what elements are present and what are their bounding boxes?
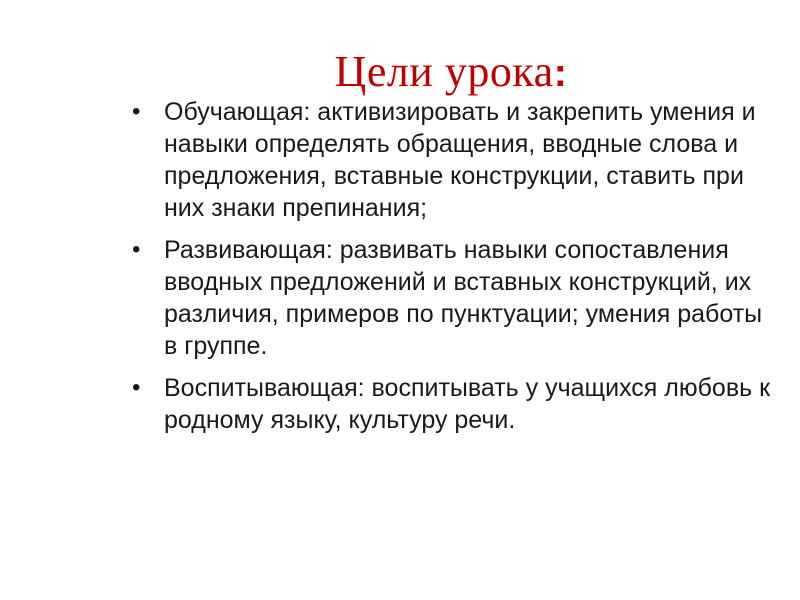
slide-title-text: Цели урока bbox=[334, 47, 554, 96]
bullet-dot-icon: • bbox=[132, 374, 141, 401]
bullet-item-educating bbox=[132, 372, 772, 436]
bullet-item-developing bbox=[132, 234, 772, 362]
bullet-text: Развивающая: развивать навыки сопоставления вводных предложений и вставных конструкций, их различия, примеров по пунктуации; умения работы в группе. bbox=[164, 236, 763, 360]
bullet-dot-icon: • bbox=[132, 236, 141, 263]
bullet-text: Воспитывающая: воспитывать у учащихся любовь к родному языку, культуру речи. bbox=[164, 374, 771, 434]
slide-title-colon: : bbox=[553, 51, 568, 95]
slide-title bbox=[0, 44, 800, 101]
bullet-text: Обучающая: активизировать и закрепить умения и навыки определять обращения, вводные слова и предложения, вставные конструкции, ставить при них знаки препинания; bbox=[164, 98, 756, 222]
bullet-item-teaching bbox=[132, 96, 772, 224]
bullet-dot-icon: • bbox=[132, 98, 141, 125]
bullet-list bbox=[132, 96, 772, 446]
